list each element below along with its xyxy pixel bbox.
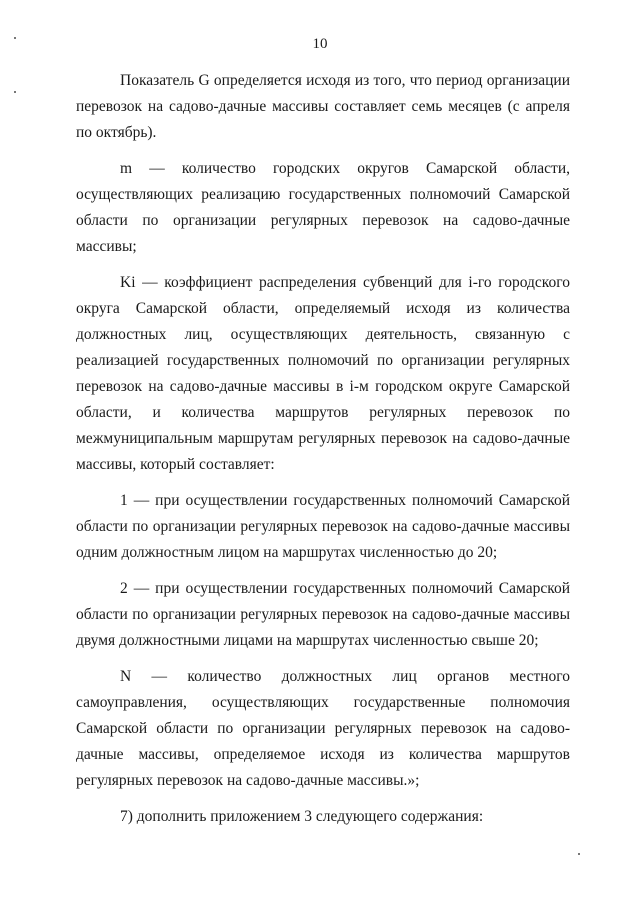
paragraph-item-7: 7) дополнить приложением 3 следующего содержания: (120, 808, 484, 825)
scan-mark (14, 91, 16, 93)
paragraph-coefficient-1: 1 — при осуществлении государственных полномочий Самарской области по организации регулярных перевозок на садово-дачные массивы одним должностным лицом на маршрутах численностью до 20; (76, 492, 570, 561)
paragraph-definition-n: N — количество должностных лиц органов местного самоуправления, осуществляющих государственные полномочия Самарской области по организации регулярных перевозок на садово-дачные массивы, определяемое исходя из количества маршрутов регулярных перевозок на садово-дачные массивы.»; (76, 668, 570, 789)
page-number: 10 (312, 36, 328, 52)
scan-mark (578, 853, 580, 855)
paragraph-indicator-g: Показатель G определяется исходя из того, что период организации перевозок на садово-дачные массивы составляет семь месяцев (с апреля по октябрь). (76, 72, 570, 141)
paragraph-definition-ki: Ki — коэффициент распределения субвенций для i-го городского округа Самарской области, определяемый исходя из количества должностных лиц, осуществляющих деятельность, связанную с реализацией государственных полномочий по организации регулярных перевозок на садово-дачные массивы в i-м городском округе Самарской области, и количества маршрутов регулярных перевозок по межмуниципальным маршрутам регулярных перевозок на садово-дачные массивы, который составляет: (76, 274, 570, 473)
document-body (76, 68, 570, 840)
paragraph-definition-m: m — количество городских округов Самарской области, осуществляющих реализацию государственных полномочий Самарской области по организации регулярных перевозок на садово-дачные массивы; (76, 160, 570, 255)
paragraph-coefficient-2: 2 — при осуществлении государственных полномочий Самарской области по организации регулярных перевозок на садово-дачные массивы двумя должностными лицами на маршрутах численностью свыше 20; (76, 580, 570, 649)
